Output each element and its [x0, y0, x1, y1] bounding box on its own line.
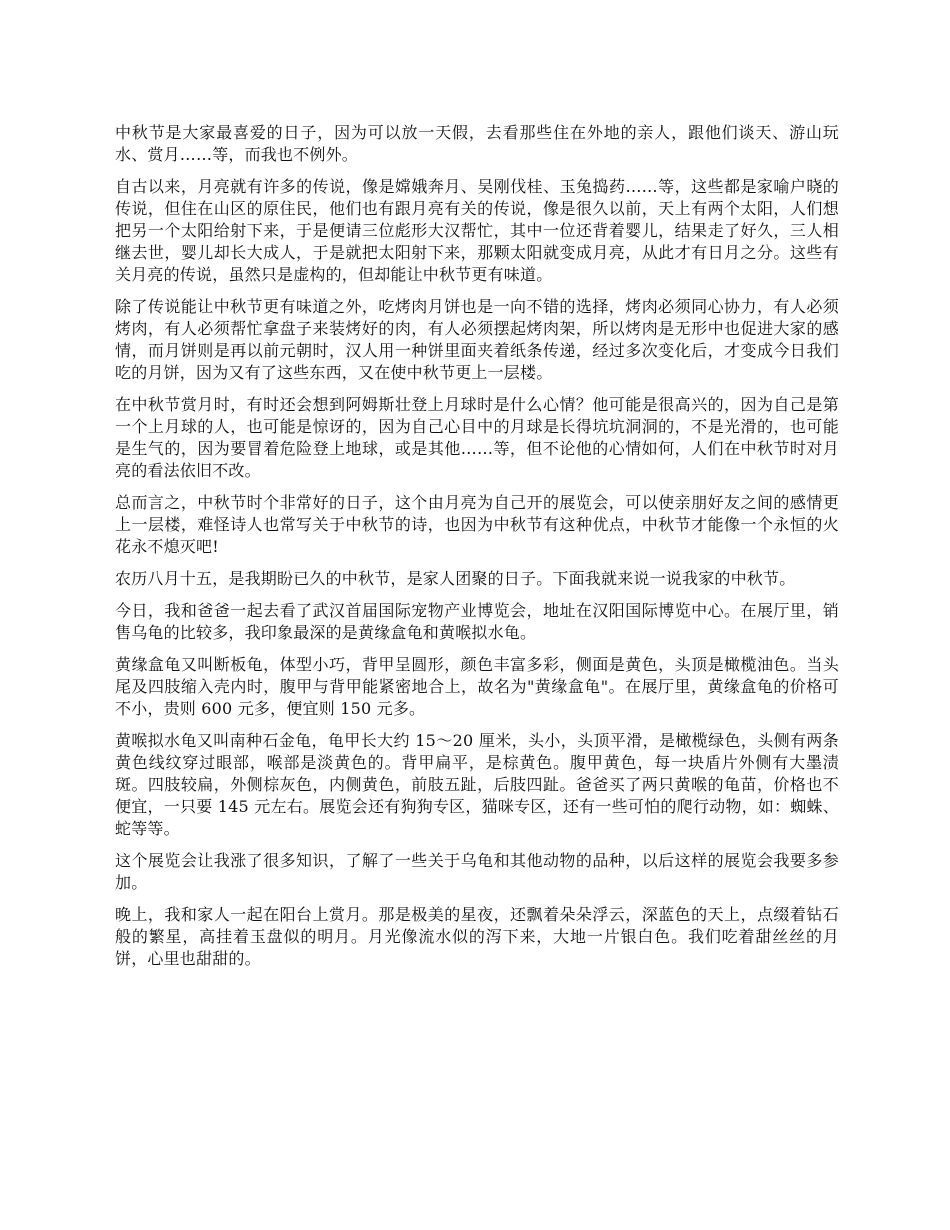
paragraph-9: 黄喉拟水龟又叫南种石金龟，龟甲长大约 15～20 厘米，头小，头顶平滑，是橄榄绿色，头侧有两条黄色线纹穿过眼部，喉部是淡黄色的。背甲扁平，是棕黄色。腹甲黄色，每一块盾片外侧有大墨渍斑。四肢较扁，外侧棕灰色，内侧黄色，前肢五趾，后肢四趾。爸爸买了两只黄喉的龟苗，价格也不便宜，一只要 145 元左右。展览会还有狗狗专区，猫咪专区，还有一些可怕的爬行动物，如：蜘蛛、蛇等等。: [115, 731, 839, 838]
paragraph-6: 农历八月十五，是我期盼已久的中秋节，是家人团聚的日子。下面我就来说一说我家的中秋节。: [115, 569, 796, 588]
paragraph-11: 晚上，我和家人一起在阳台上赏月。那是极美的星夜，还飘着朵朵浮云，深蓝色的天上，点缀着钻石般的繁星，高挂着玉盘似的明月。月光像流水似的泻下来，大地一片银白色。我们吃着甜丝丝的月饼，心里也甜甜的。: [115, 905, 839, 968]
document-body: [115, 122, 839, 980]
paragraph-10: 这个展览会让我涨了很多知识，了解了一些关于乌龟和其他动物的品种，以后这样的展览会我要多参加。: [115, 851, 839, 892]
paragraph-5: 总而言之，中秋节时个非常好的日子，这个由月亮为自己开的展览会，可以使亲朋好友之间的感情更上一层楼，难怪诗人也常写关于中秋节的诗，也因为中秋节有这种优点，中秋节才能像一个永恒的火花永不熄灭吧!: [115, 493, 839, 556]
paragraph-4: 在中秋节赏月时，有时还会想到阿姆斯壮登上月球时是什么心情？他可能是很高兴的，因为自己是第一个上月球的人，也可能是惊讶的，因为自己心目中的月球是长得坑坑洞洞的，不是光滑的，也可能是生气的，因为要冒着危险登上地球，或是其他……等，但不论他的心情如何，人们在中秋节时对月亮的看法依旧不改。: [115, 395, 839, 480]
paragraph-8: 黄缘盒龟又叫断板龟，体型小巧，背甲呈圆形，颜色丰富多彩，侧面是黄色，头顶是橄榄油色。当头尾及四肢缩入壳内时，腹甲与背甲能紧密地合上，故名为"黄缘盒龟"。在展厅里，黄缘盒龟的价格可不小，贵则 600 元多，便宜则 150 元多。: [115, 655, 839, 718]
paragraph-3: 除了传说能让中秋节更有味道之外，吃烤肉月饼也是一向不错的选择，烤肉必须同心协力，有人必须烤肉，有人必须帮忙拿盘子来装烤好的肉，有人必须摆起烤肉架，所以烤肉是无形中也促进大家的感情，而月饼则是再以前元朝时，汉人用一种饼里面夹着纸条传递，经过多次变化后，才变成今日我们吃的月饼，因为又有了这些东西，又在使中秋节更上一层楼。: [115, 297, 839, 382]
paragraph-2: 自古以来，月亮就有许多的传说，像是嫦娥奔月、吴刚伐桂、玉兔捣药……等，这些都是家喻户晓的传说，但住在山区的原住民，他们也有跟月亮有关的传说，像是很久以前，天上有两个太阳，人们想把另一个太阳给射下来，于是便请三位彪形大汉帮忙，其中一位还背着婴儿，结果走了好久，三人相继去世，婴儿却长大成人，于是就把太阳射下来，那颗太阳就变成月亮，从此才有日月之分。这些有关月亮的传说，虽然只是虚构的，但却能让中秋节更有味道。: [115, 177, 839, 284]
paragraph-1: 中秋节是大家最喜爱的日子，因为可以放一天假，去看那些住在外地的亲人，跟他们谈天、游山玩水、赏月……等，而我也不例外。: [115, 123, 839, 164]
paragraph-7: 今日，我和爸爸一起去看了武汉首届国际宠物产业博览会，地址在汉阳国际博览中心。在展厅里，销售乌龟的比较多，我印象最深的是黄缘盒龟和黄喉拟水龟。: [115, 601, 839, 642]
